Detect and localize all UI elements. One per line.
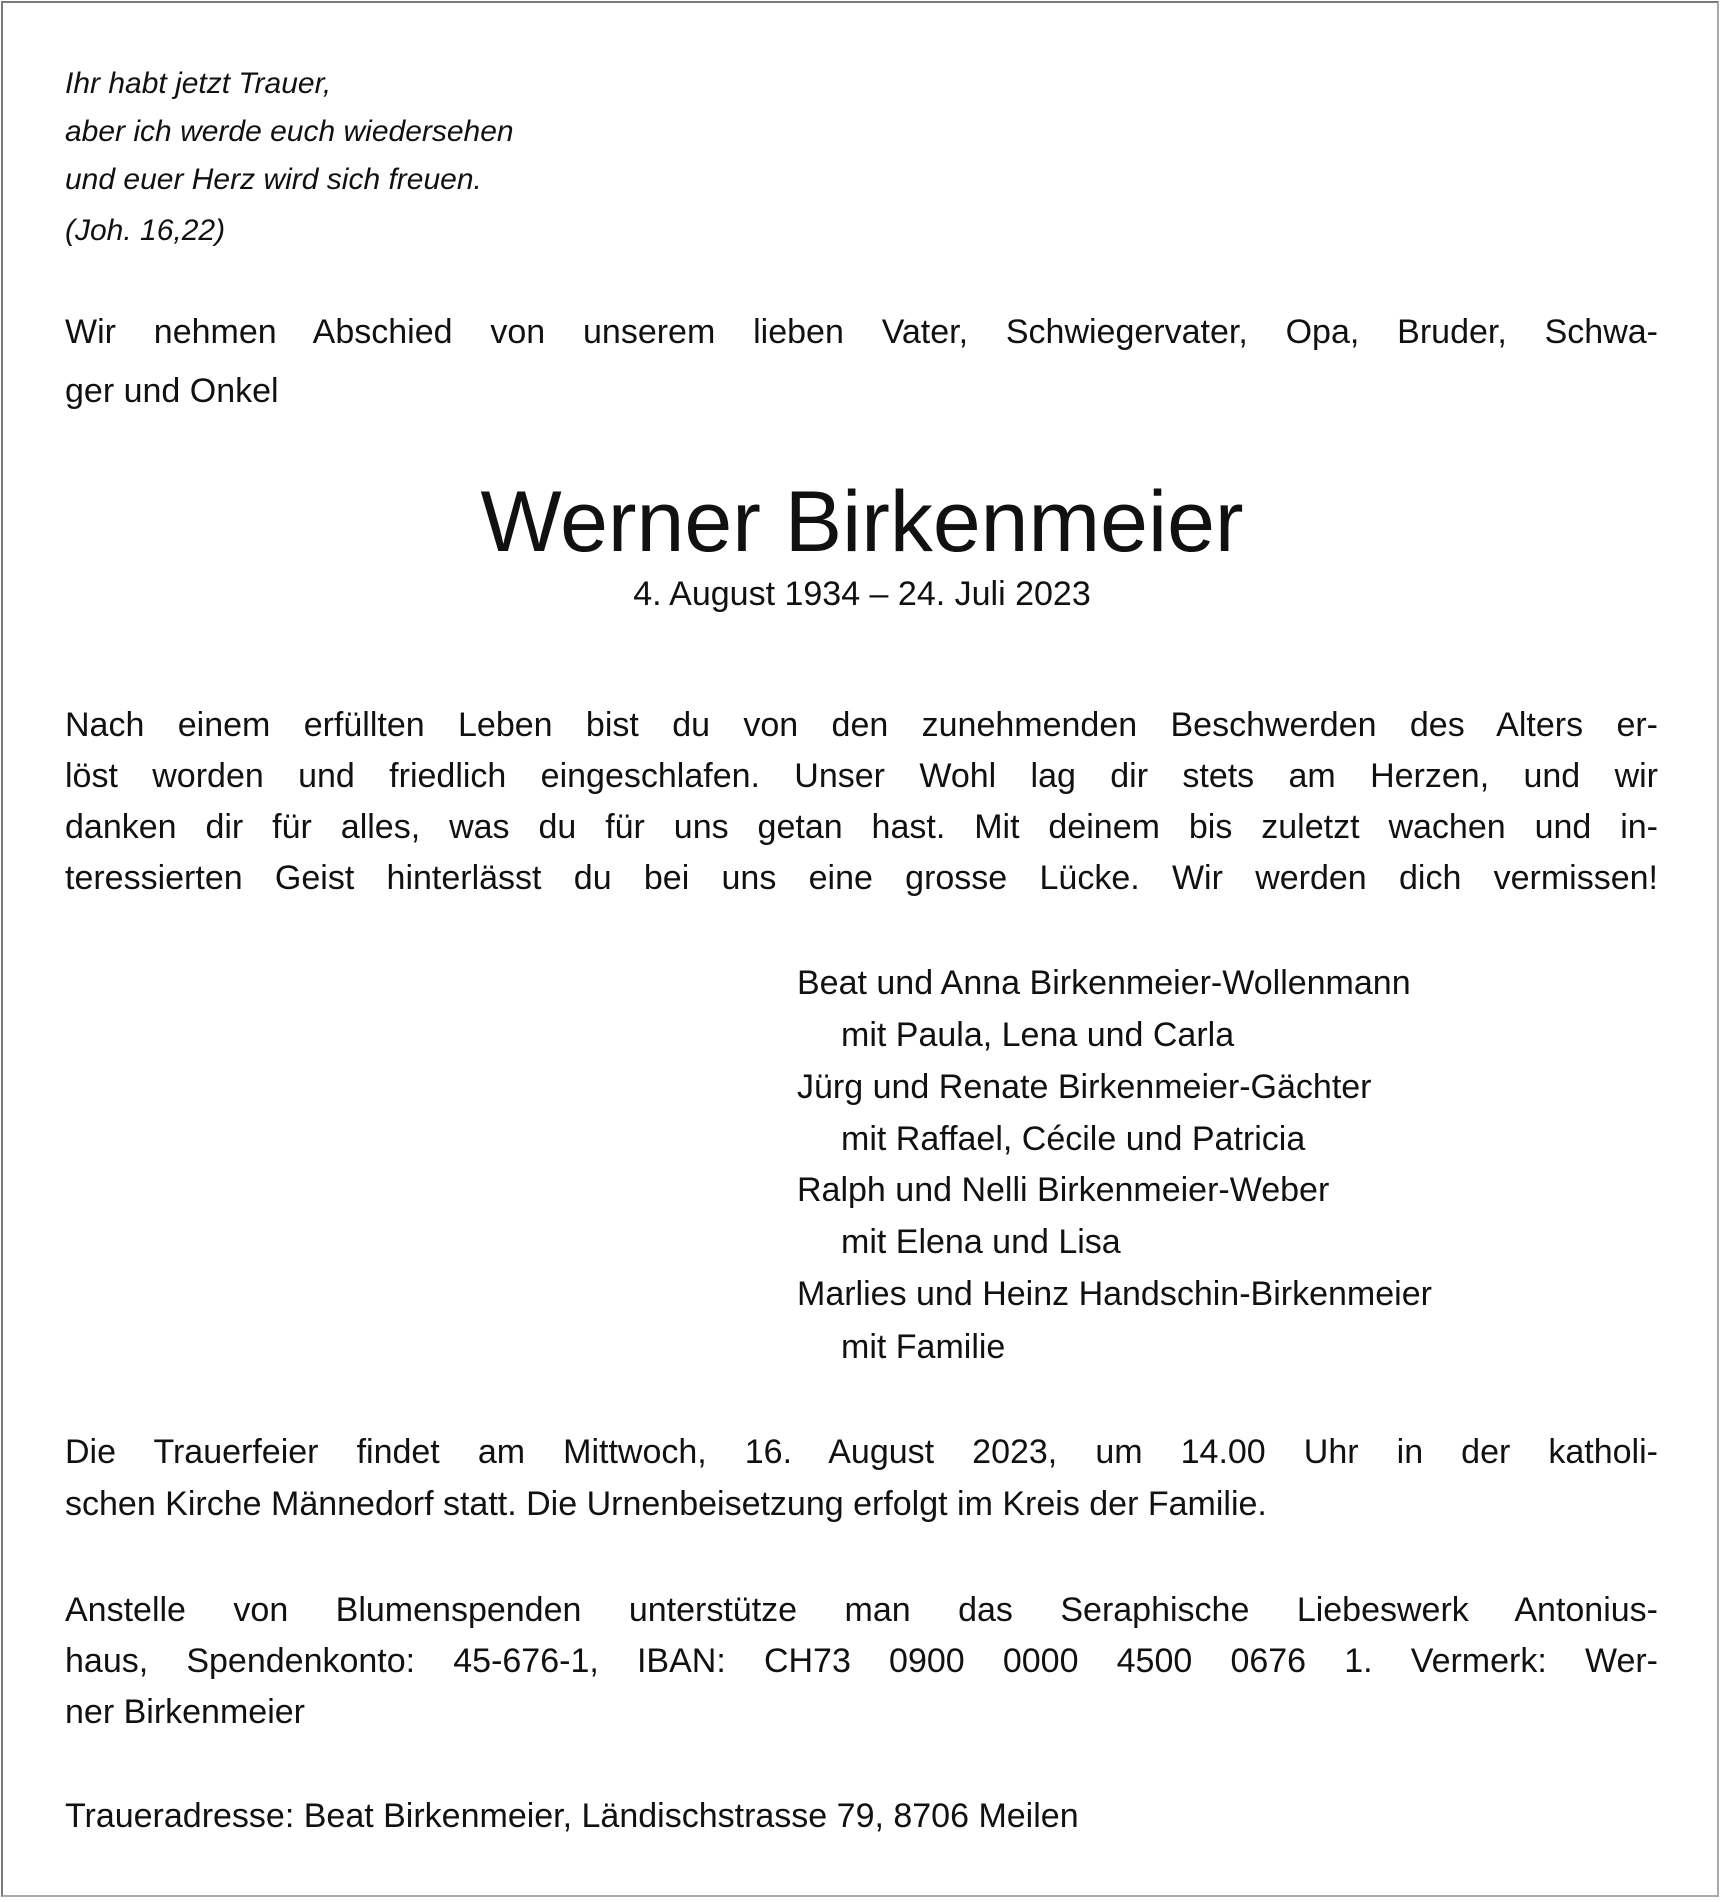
quote-line: Ihr habt jetzt Trauer,	[65, 67, 332, 100]
family-member: Ralph und Nelli Birkenmeier-Weber	[797, 1171, 1330, 1209]
quote-line: (Joh. 16,22)	[65, 214, 226, 247]
family-member: Marlies und Heinz Handschin-Birkenmeier	[797, 1275, 1432, 1313]
family-children: mit Elena und Lisa	[841, 1223, 1121, 1261]
intro-line: ger und Onkel	[65, 372, 279, 410]
paragraph-line: danken dir für alles, was du für uns getan hast. Mit deinem bis zuletzt wachen und in-	[65, 808, 1658, 846]
paragraph-line: Nach einem erfüllten Leben bist du von den zunehmenden Beschwerden des Alters er-	[65, 706, 1658, 744]
quote-line: und euer Herz wird sich freuen.	[65, 163, 482, 196]
donation-line: Anstelle von Blumenspenden unterstütze man das Seraphische Liebeswerk Antonius-	[65, 1591, 1658, 1629]
family-member: Jürg und Renate Birkenmeier-Gächter	[797, 1068, 1372, 1106]
family-children: mit Raffael, Cécile und Patricia	[841, 1120, 1306, 1158]
family-member: Beat und Anna Birkenmeier-Wollenmann	[797, 964, 1411, 1002]
ceremony-line: schen Kirche Männedorf statt. Die Urnenbeisetzung erfolgt im Kreis der Familie.	[65, 1485, 1267, 1523]
paragraph-line: löst worden und friedlich eingeschlafen. Unser Wohl lag dir stets am Herzen, und wir	[65, 757, 1658, 795]
deceased-name: Werner Birkenmeier	[480, 474, 1244, 570]
life-dates: 4. August 1934 – 24. Juli 2023	[633, 575, 1091, 613]
ceremony-line: Die Trauerfeier findet am Mittwoch, 16. August 2023, um 14.00 Uhr in der katholi-	[65, 1433, 1658, 1471]
family-children: mit Paula, Lena und Carla	[841, 1016, 1235, 1054]
family-children: mit Familie	[841, 1328, 1006, 1366]
donation-line: ner Birkenmeier	[65, 1693, 305, 1731]
mourning-address: Traueradresse: Beat Birkenmeier, Ländischstrasse 79, 8706 Meilen	[65, 1797, 1079, 1835]
quote-line: aber ich werde euch wiedersehen	[65, 115, 514, 148]
intro-line: Wir nehmen Abschied von unserem lieben Vater, Schwiegervater, Opa, Bruder, Schwa-	[65, 313, 1658, 351]
paragraph-line: teressierten Geist hinterlässt du bei uns eine grosse Lücke. Wir werden dich vermissen!	[65, 859, 1658, 897]
donation-line: haus, Spendenkonto: 45-676-1, IBAN: CH73 0900 0000 4500 0676 1. Vermerk: Wer-	[65, 1642, 1658, 1680]
